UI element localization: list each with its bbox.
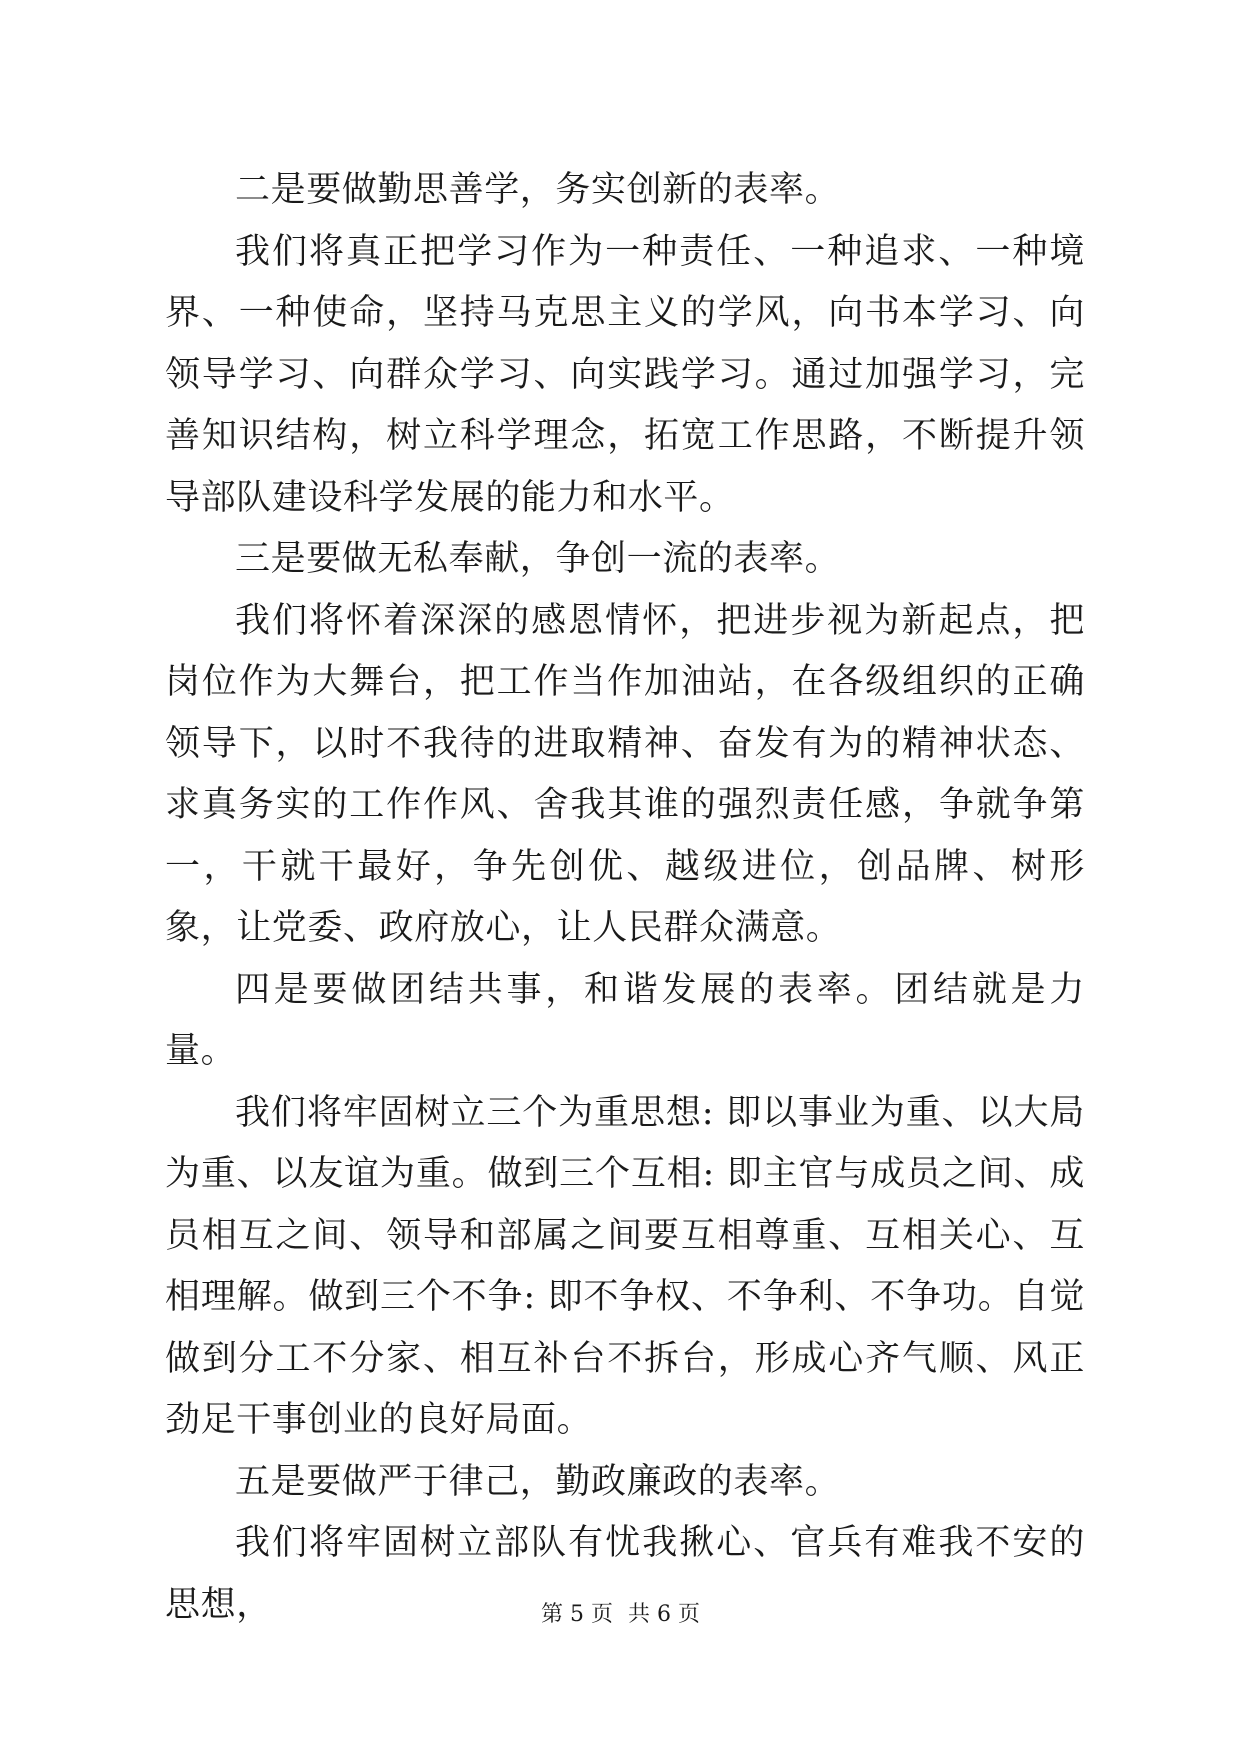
page-total: 共 6 页 bbox=[628, 1602, 700, 1627]
paragraph-heading-5: 五是要做严于律己，勤政廉政的表率。 bbox=[235, 1461, 841, 1502]
paragraph-body: 我们将牢固树立部队有忧我揪心、官兵有难我不安的思想， bbox=[165, 1523, 1085, 1625]
page-number: 第 5 页 bbox=[541, 1602, 613, 1627]
paragraph-body: 我们将真正把学习作为一种责任、一种追求、一种境界、一种使命，坚持马克思主义的学风，向书本学习、向领导学习、向群众学习、向实践学习。通过加强学习，完善知识结构，树立科学理念，拓宽工作思路，不断提升领导部队建设科学发展的能力和水平。 bbox=[165, 231, 1085, 518]
paragraph-heading-2: 二是要做勤思善学，务实创新的表率。 bbox=[235, 170, 841, 210]
paragraph-body: 我们将牢固树立三个为重思想: 即以事业为重、以大局为重、以友谊为重。做到三个互相: 即主官与成员之间、成员相互之间、领导和部属之间要互相尊重、互相关心、互相理解。做到三个不争: 即不争权、不争利、不争功。自觉做到分工不分家、相互补台不拆台，形成心齐气顺、风正劲足干事创业的良好局面。 bbox=[165, 1092, 1085, 1440]
paragraph-heading-4: 四是要做团结共事，和谐发展的表率。团结就是力量。 bbox=[165, 969, 1085, 1071]
paragraph-body: 我们将怀着深深的感恩情怀，把进步视为新起点，把岗位作为大舞台，把工作当作加油站，在各级组织的正确领导下，以时不我待的进取精神、奋发有为的精神状态、求真务实的工作作风、舍我其谁的强烈责任感，争就争第一，干就干最好，争先创优、越级进位，创品牌、树形象，让党委、政府放心，让人民群众满意。 bbox=[165, 600, 1085, 948]
page-footer bbox=[0, 1600, 1241, 1630]
document-body bbox=[165, 160, 1085, 1636]
paragraph-heading-3: 三是要做无私奉献，争创一流的表率。 bbox=[235, 539, 841, 579]
